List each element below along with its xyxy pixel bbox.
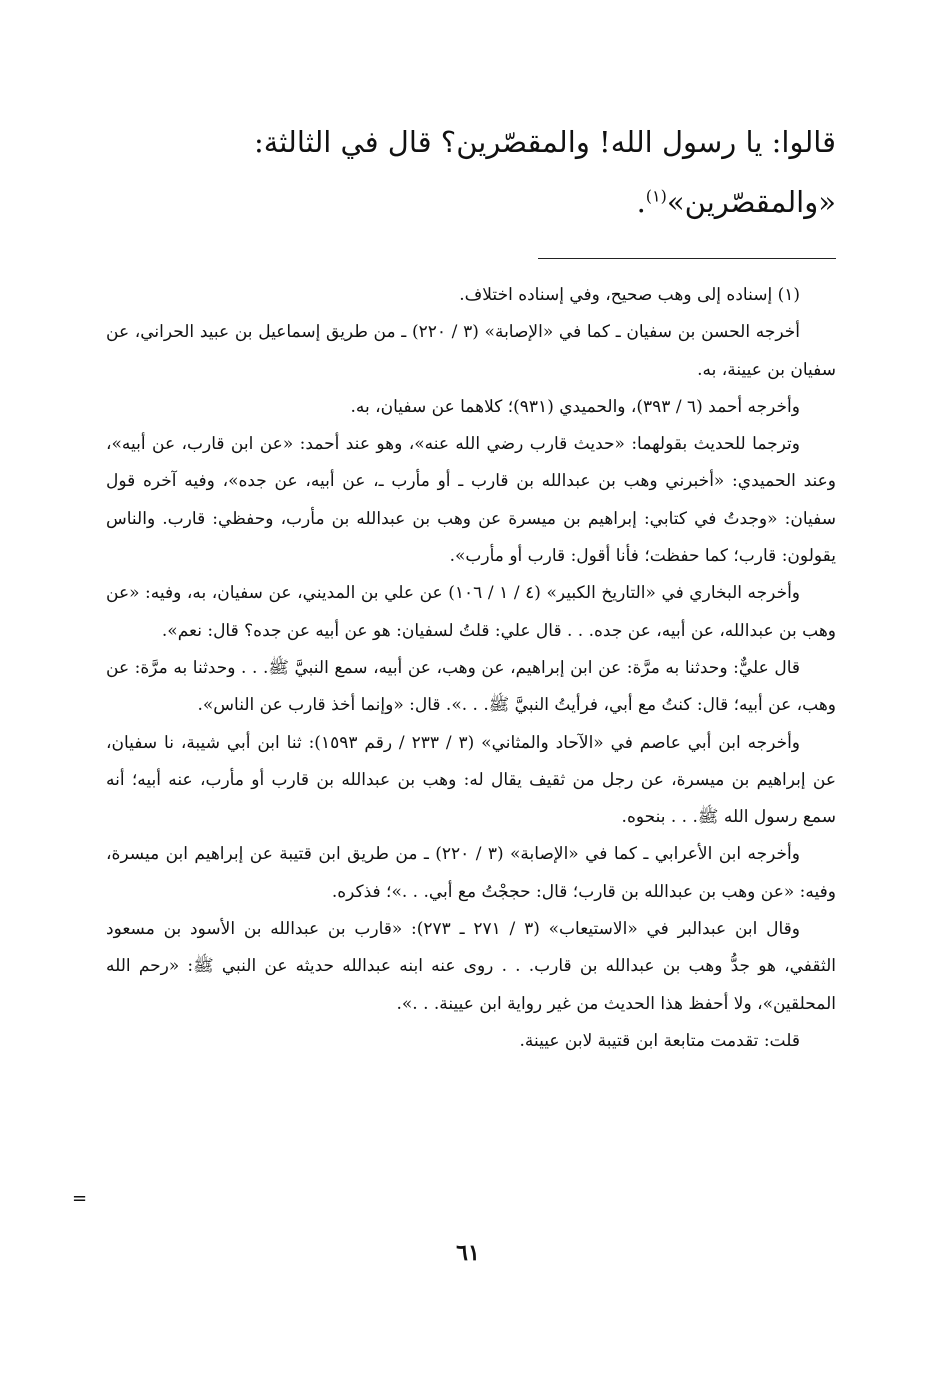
main-text <box>116 112 836 232</box>
footnote-paragraph: وأخرجه البخاري في «التاريخ الكبير» (٤ / ١ / ١٠٦) عن علي بن المديني، عن سفيان، به، وفيه: «عن وهب بن عبدالله، عن أبيه، عن جده. . . قال علي: قلتُ لسفيان: هو عن أبيه عن جده؟ قال: نعم». <box>106 583 836 641</box>
main-text-line-1: قالوا: يا رسول الله! والمقصّرين؟ قال في الثالثة: <box>253 125 836 159</box>
footnote-paragraph: قلت: تقدمت متابعة ابن قتيبة لابن عيينة. <box>519 1030 800 1051</box>
footnote-paragraph: وأخرجه ابن الأعرابي ـ كما في «الإصابة» (٣ / ٢٢٠) ـ من طريق ابن قتيبة عن إبراهيم ابن ميسرة، وفيه: «عن وهب بن عبدالله بن قارب؛ قال: حججْتُ مع أبي. . .»؛ فذكره. <box>106 844 836 902</box>
footnote-separator <box>538 258 836 259</box>
page-number: ٦١ <box>456 1240 480 1266</box>
footnote-paragraph: وقال ابن عبدالبر في «الاستيعاب» (٣ / ٢٧١ ـ ٢٧٣): «قارب بن عبدالله بن الأسود بن مسعود الثقفي، هو جدُّ وهب بن عبدالله بن قارب. . . روى عنه ابنه عبدالله حديثه عن النبي ﷺ: «رحم الله المحلقين»، ولا أحفظ هذا الحديث من غير رواية ابن عيينة. . .». <box>106 919 836 1014</box>
continuation-mark: = <box>72 1188 88 1209</box>
footnote-paragraph: وأخرجه ابن أبي عاصم في «الآحاد والمثاني» (٣ / ٢٣٣ / رقم ١٥٩٣): ثنا ابن أبي شيبة، نا سفيان، عن إبراهيم بن ميسرة، عن رجل من ثقيف يقال له: وهب بن عبدالله بن قارب أو مأرب، عنه أبيه؛ أنه سمع رسول الله ﷺ. . . بنحوه. <box>106 732 836 828</box>
footnote-paragraph: وترجما للحديث بقولهما: «حديث قارب رضي الله عنه»، وهو عند أحمد: «عن ابن قارب، عن أبيه»، وعند الحميدي: «أخبرني وهب بن عبدالله بن قارب ـ أو مأرب ـ، عن أبيه، عن جده»، وفيه آخره قول سفيان: «وجدتُ في كتابي: إبراهيم بن ميسرة عن وهب بن عبدالله بن مأرب، وحفظي: قارب. والناس يقولون: قارب؛ كما حفظت؛ فأنا أقول: قارب أو مأرب». <box>106 434 836 567</box>
footnote-paragraph: وأخرجه أحمد (٦ / ٣٩٣)، والحميدي (٩٣١)؛ كلاهما عن سفيان، به. <box>350 396 800 417</box>
footnote-paragraph: قال عليٌّ: وحدثنا به مرَّة: عن ابن إبراهيم، عن وهب، عن أبيه، سمع النبيَّ ﷺ. . . وحدثنا به مرَّة: عن وهب، عن أبيه؛ قال: كنتُ مع أبي، فرأيتُ النبيَّ ﷺ. . .». قال: «وإنما أخذ قارب عن الناس». <box>106 657 836 716</box>
footnote-paragraph: أخرجه الحسن بن سفيان ـ كما في «الإصابة» (٣ / ٢٢٠) ـ من طريق إسماعيل بن عبيد الحراني، عن سفيان بن عيينة، به. <box>106 322 836 380</box>
quote-text: «والمقصّرين» <box>666 185 836 219</box>
footnote-paragraph: (١) إسناده إلى وهب صحيح، وفي إسناده اختلاف. <box>459 285 800 305</box>
footnotes-section <box>106 277 836 1060</box>
footnote-reference: (١) <box>645 186 667 206</box>
main-text-line-2 <box>116 172 836 232</box>
sentence-end: . <box>636 185 646 219</box>
